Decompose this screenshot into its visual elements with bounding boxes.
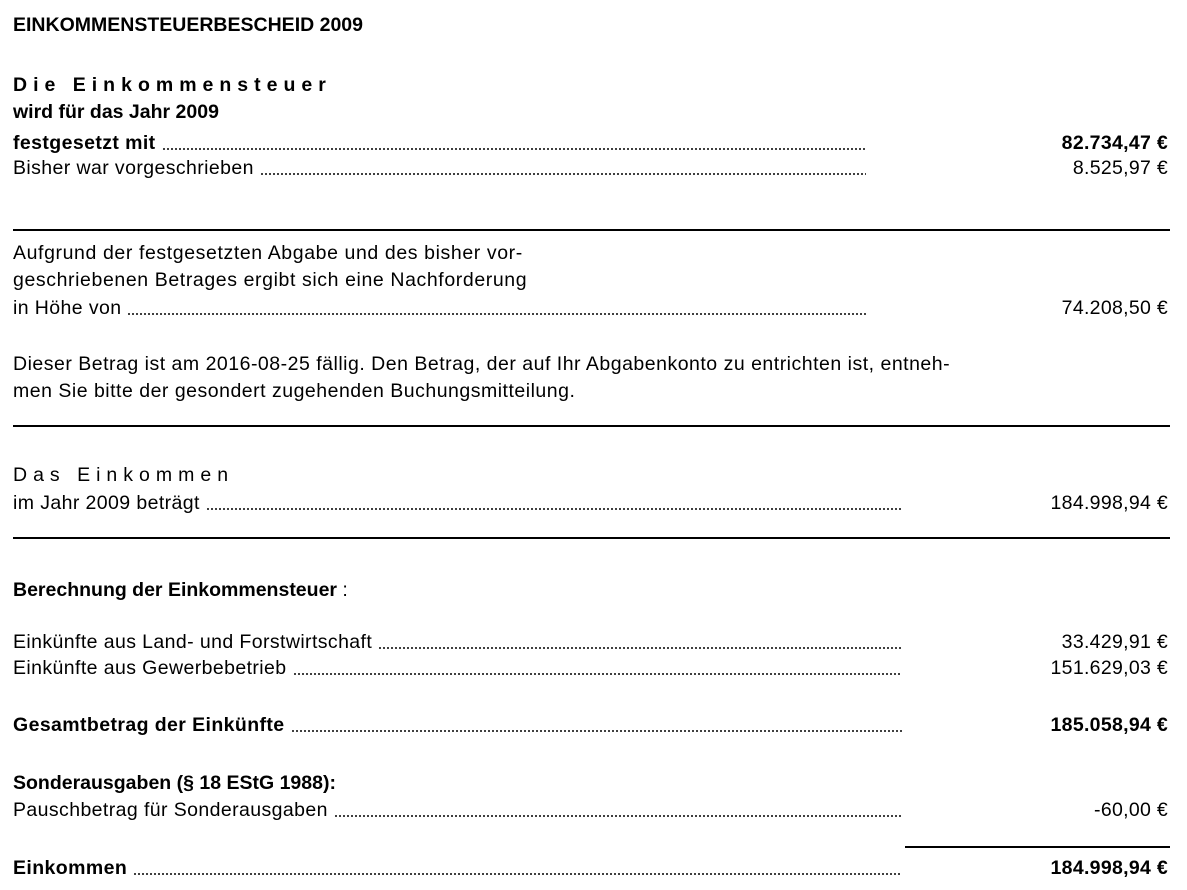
land-amount: 33.429,91 € [1061,631,1168,653]
bisher-row [13,154,870,180]
gewerbe-row [13,654,906,680]
berechnung-heading: Berechnung der Einkommensteuer : [13,579,348,601]
leader-dots [206,508,902,510]
tax-heading: Die Einkommensteuer [13,74,332,96]
einkommen-amount: 184.998,94 € [1050,857,1168,879]
tax-year-line: wird für das Jahr 2009 [13,101,219,123]
divider-3 [13,537,1170,539]
bisher-amount: 8.525,97 € [1072,157,1168,179]
einkommen-year-row [13,489,906,515]
due-date: 2016-08-25 [205,353,311,375]
einkommen-label: Einkommen [13,857,128,879]
leader-dots [260,173,866,175]
festgesetzt-amount: 82.734,47 € [1061,132,1168,154]
divider-1 [13,229,1170,231]
gesamt-label: Gesamtbetrag der Einkünfte [13,714,285,736]
nachforderung-amount: 74.208,50 € [1061,297,1168,319]
pausch-row [13,796,906,822]
gewerbe-amount: 151.629,03 € [1050,657,1168,679]
nachforderung-line1: Aufgrund der festgesetzten Abgabe und des bisher vor- [13,242,523,264]
pausch-label: Pauschbetrag für Sonderausgaben [13,799,328,821]
land-label: Einkünfte aus Land- und Forstwirtschaft [13,631,373,653]
festgesetzt-label: festgesetzt mit [13,132,156,154]
festgesetzt-row [13,129,870,155]
document-title: EINKOMMENSTEUERBESCHEID 2009 [13,14,363,36]
leader-dots [291,730,902,732]
gesamt-amount: 185.058,94 € [1050,714,1168,736]
gesamt-row [13,711,906,737]
divider-2 [13,425,1170,427]
leader-dots [127,313,866,315]
nachforderung-line2: geschriebenen Betrages ergibt sich eine Nachforderung [13,269,528,291]
nachforderung-label: in Höhe von [13,297,122,319]
sum-underline [905,846,1170,848]
leader-dots [378,647,902,649]
einkommen-row [13,854,906,880]
due-date-paragraph: Dieser Betrag ist am 2016-08-25 fällig. Den Betrag, der auf Ihr Abgabenkonto zu entrichten ist, entneh- men Sie bitte der gesondert zugehenden Buchungsmitteilung. [13,353,951,402]
land-row [13,628,906,654]
gewerbe-label: Einkünfte aus Gewerbebetrieb [13,657,287,679]
pausch-amount: -60,00 € [1094,799,1168,821]
einkommen-heading: Das Einkommen [13,464,235,486]
nachforderung-row [13,294,870,320]
einkommen-year-label: im Jahr 2009 beträgt [13,492,200,514]
leader-dots [293,673,902,675]
einkommen-year-amount: 184.998,94 € [1050,492,1168,514]
bisher-label: Bisher war vorgeschrieben [13,157,254,179]
leader-dots [334,815,902,817]
leader-dots [133,873,902,875]
sonder-heading: Sonderausgaben (§ 18 EStG 1988): [13,772,336,794]
leader-dots [162,148,866,150]
